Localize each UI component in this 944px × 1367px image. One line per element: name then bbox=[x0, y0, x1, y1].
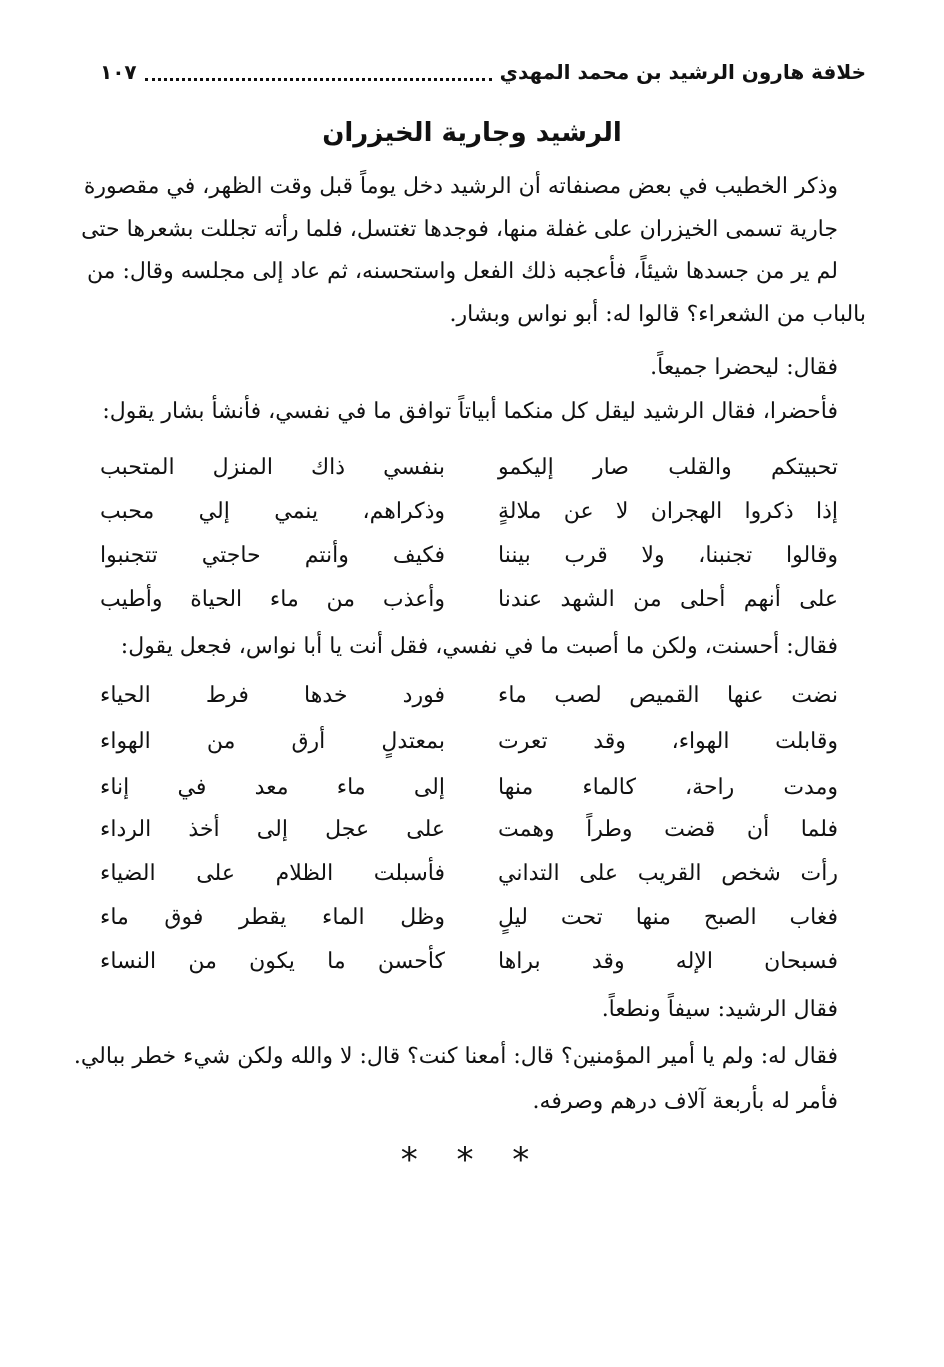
running-title: خلافة هارون الرشيد بن محمد المهدي bbox=[499, 60, 866, 84]
verse-second-hemistich: بمعتدلٍ أرق من الهواء bbox=[100, 729, 445, 754]
summon-line: فقال: ليحضرا جميعاً. bbox=[650, 355, 838, 380]
verse-first-hemistich: إذا ذكروا الهجران لا عن ملالةٍ bbox=[498, 499, 838, 524]
verse-first-hemistich: فلما أن قضت وطراً وهمت bbox=[498, 817, 838, 842]
page-number: ١٠٧ bbox=[100, 60, 137, 84]
verse-first-hemistich: رأت شخص القريب على التداني bbox=[498, 861, 838, 886]
verse-second-hemistich: وظل الماء يقطر فوق ماء bbox=[100, 905, 445, 930]
running-header bbox=[100, 56, 866, 88]
verse-first-hemistich: وقالوا تجنبنا، ولا قرب بيننا bbox=[498, 543, 838, 568]
verse-second-hemistich: فورد خدها فرط الحياء bbox=[100, 683, 445, 708]
closing-line: فقال له: ولم يا أمير المؤمنين؟ قال: أمعنا كنت؟ قال: لا والله ولكن شيء خطر ببالي. bbox=[73, 1044, 838, 1069]
section-title: الرشيد وجارية الخيزران bbox=[322, 118, 622, 148]
paragraph-line: جارية تسمى الخيزران على غفلة منها، فوجدها تغتسل، فلما رأته تجللت بشعرها حتى bbox=[81, 217, 838, 242]
verse-second-hemistich: كأحسن ما يكون من النساء bbox=[100, 949, 445, 974]
paragraph-line: وذكر الخطيب في بعض مصنفاته أن الرشيد دخل يوماً قبل وقت الظهر، في مقصورة bbox=[83, 174, 838, 199]
section-separator: * * * bbox=[400, 1140, 544, 1180]
verse-second-hemistich: فكيف وأنتم حاجتي تتجنبوا bbox=[100, 543, 445, 568]
abunuwas-intro-line: فقال: أحسنت، ولكن ما أصبت ما في نفسي، فقل أنت يا أبا نواس، فجعل يقول: bbox=[120, 634, 838, 659]
closing-line: فأمر له بأربعة آلاف درهم وصرفه. bbox=[532, 1089, 838, 1114]
verse-second-hemistich: وذكراهم، ينمي إلي محبب bbox=[100, 499, 445, 524]
verse-second-hemistich: بنفسي ذاك المنزل المتحبب bbox=[100, 455, 445, 480]
verse-first-hemistich: على أنهم أحلى من الشهد عندنا bbox=[498, 587, 838, 612]
paragraph-line: بالباب من الشعراء؟ قالوا له: أبو نواس وبشار. bbox=[449, 302, 866, 327]
verse-second-hemistich: على عجل إلى أخذ الرداء bbox=[100, 817, 445, 842]
verse-first-hemistich: ومدت راحة، كالماء منها bbox=[498, 775, 838, 800]
verse-second-hemistich: إلى ماء معد في إناء bbox=[100, 775, 445, 800]
paragraph-line: لم ير من جسدها شيئاً، فأعجبه ذلك الفعل واستحسنه، ثم عاد إلى مجلسه وقال: من bbox=[86, 259, 838, 284]
verse-second-hemistich: وأعذب من ماء الحياة وأطيب bbox=[100, 587, 445, 612]
leader-dots bbox=[145, 64, 492, 81]
bashar-intro-line: فأحضرا، فقال الرشيد ليقل كل منكما أبياتاً توافق ما في نفسي، فأنشأ بشار يقول: bbox=[102, 399, 838, 424]
verse-first-hemistich: فسبحان الإله وقد براها bbox=[498, 949, 838, 974]
verse-first-hemistich: تحبيتكم والقلب صار إليكمو bbox=[498, 455, 838, 480]
verse-first-hemistich: فغاب الصبح منها تحت ليلٍ bbox=[498, 905, 838, 930]
closing-line: فقال الرشيد: سيفاً ونطعاً. bbox=[601, 997, 838, 1022]
verse-first-hemistich: نضت عنها القميص لصب ماء bbox=[498, 683, 838, 708]
verse-second-hemistich: فأسبلت الظلام على الضياء bbox=[100, 861, 445, 886]
verse-first-hemistich: وقابلت الهواء، وقد تعرت bbox=[498, 729, 838, 754]
